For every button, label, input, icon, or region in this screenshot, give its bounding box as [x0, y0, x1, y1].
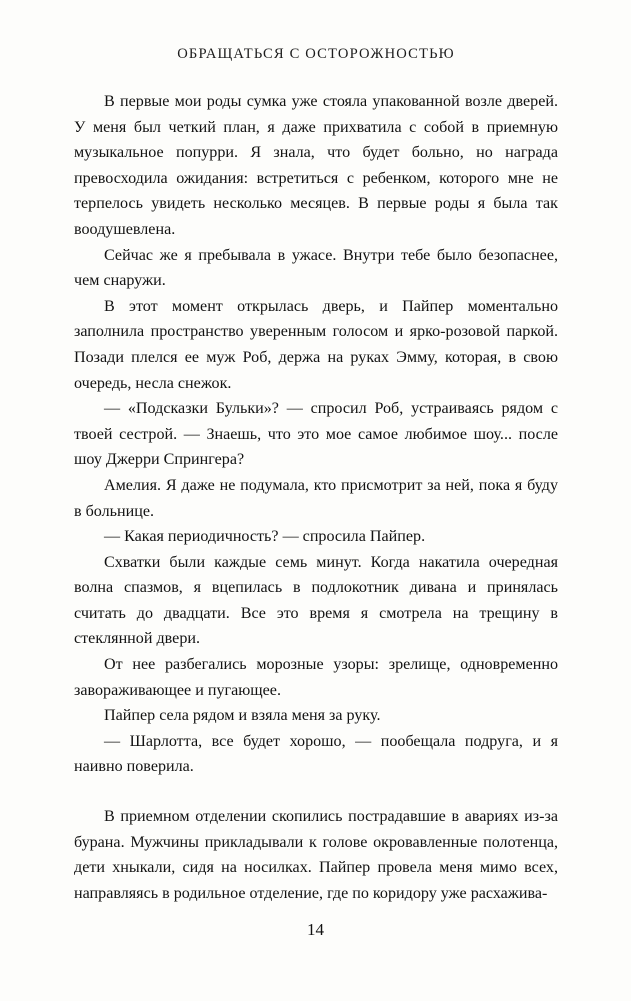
paragraph: — Какая периодичность? — спросила Пайпер. — [104, 528, 426, 546]
paragraph: От нее разбегались морозные узоры: зрелище, одновременно завораживающее и пугающее. — [74, 656, 558, 699]
paragraph: В приемном отделении скопились пострадавшие в авариях из-за бурана. Мужчины прикладывали к голове окровавленные полотенца, дети хныкали, сидя на носилках. Пайпер провела меня мимо всех, направляясь в родильное отделение, где по коридору уже расхажива- — [74, 808, 558, 902]
paragraph: Пайпер села рядом и взяла меня за руку. — [104, 707, 381, 725]
paragraph: Сейчас же я пребывала в ужасе. Внутри тебе было безопаснее, чем снаружи. — [74, 246, 558, 290]
paragraph: — Шарлотта, все будет хорошо, — пообещала подруга, и я наивно поверила. — [74, 732, 558, 776]
paragraph: — «Подсказки Бульки»? — спросил Роб, устраиваясь рядом с твоей сестрой. — Знаешь, что это мое самое любимое шоу... после шоу Джерри Спрингера? — [74, 400, 558, 469]
page-number: 14 — [307, 920, 324, 939]
paragraph: Амелия. Я даже не подумала, кто присмотрит за ней, пока я буду в больнице. — [74, 476, 558, 520]
page-content — [74, 46, 558, 906]
body-text — [74, 89, 558, 906]
paragraph: В первые мои роды сумка уже стояла упакованной возле дверей. У меня был четкий план, я даже прихватила с собой в приемную музыкальное попурри. Я знала, что будет больно, но награда превосходила ожидания: встретиться с ребенком, которого мне не терпелось увидеть несколько месяцев. В первые роды я была так воодушевлена. — [74, 93, 558, 238]
paragraph: Схватки были каждые семь минут. Когда накатила очередная волна спазмов, я вцепилась в подлокотник дивана и принялась считать до двадцати. Все это время я смотрела на трещину в стеклянной двери. — [74, 553, 558, 648]
paragraph: В этот момент открылась дверь, и Пайпер моментально заполнила пространство уверенным голосом и ярко-розовой паркой. Позади плелся ее муж Роб, держа на руках Эмму, которая, в свою очередь, несла снежок. — [74, 297, 558, 392]
running-head: ОБРАЩАТЬСЯ С ОСТОРОЖНОСТЬЮ — [177, 46, 455, 62]
